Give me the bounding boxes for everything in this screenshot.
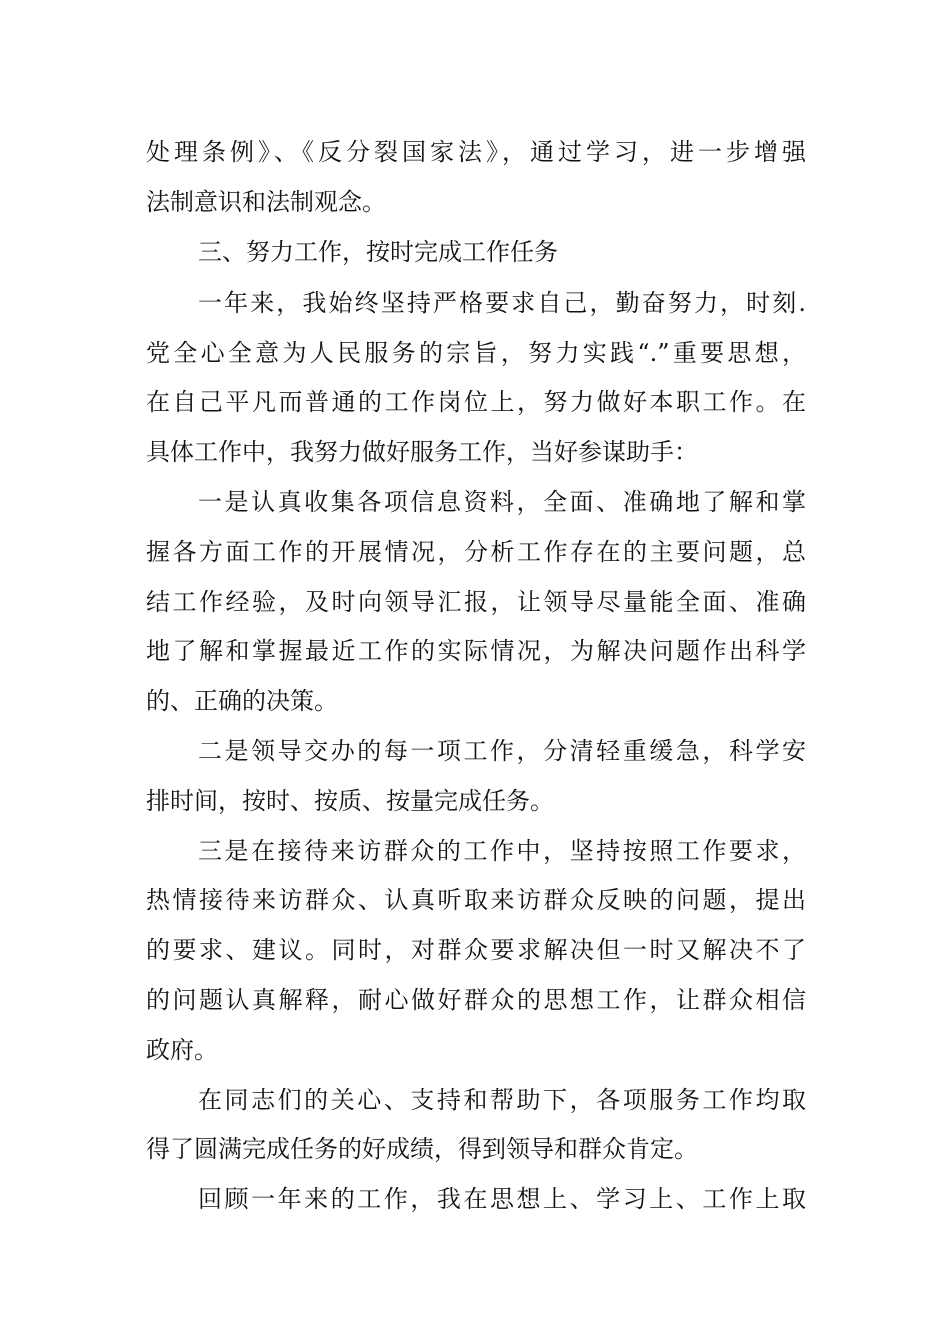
text-line: 结工作经验，及时向领导汇报，让领导尽量能全面、准确	[146, 588, 806, 616]
text-line: 在自己平凡而普通的工作岗位上，努力做好本职工作。在	[146, 388, 806, 416]
text-line: 握各方面工作的开展情况，分析工作存在的主要问题，总	[146, 538, 806, 566]
text-line: 回顾一年来的工作，我在思想上、学习上、工作上取	[198, 1185, 806, 1213]
text-line: 法制意识和法制观念。	[146, 188, 386, 216]
text-line: 排时间，按时、按质、按量完成任务。	[146, 787, 554, 815]
text-line: 二是领导交办的每一项工作，分清轻重缓急，科学安	[198, 737, 806, 765]
text-line: 在同志们的关心、支持和帮助下，各项服务工作均取	[198, 1086, 806, 1114]
text-line: 得了圆满完成任务的好成绩，得到领导和群众肯定。	[146, 1135, 698, 1163]
text-line: 地了解和掌握最近工作的实际情况，为解决问题作出科学	[146, 637, 806, 665]
text-line: 政府。	[146, 1036, 218, 1064]
text-line: 热情接待来访群众、认真听取来访群众反映的问题，提出	[146, 886, 806, 914]
text-line: 一年来，我始终坚持严格要求自己，勤奋努力，时刻.	[198, 289, 806, 317]
text-line: 具体工作中，我努力做好服务工作，当好参谋助手：	[146, 438, 698, 466]
text-line: 三是在接待来访群众的工作中，坚持按照工作要求，	[198, 837, 806, 865]
text-line: 的要求、建议。同时，对群众要求解决但一时又解决不了	[146, 936, 806, 964]
text-line: 党全心全意为人民服务的宗旨，努力实践“.”重要思想，	[146, 339, 806, 367]
text-line: 的问题认真解释，耐心做好群众的思想工作，让群众相信	[146, 986, 806, 1014]
section-heading: 三、努力工作，按时完成工作任务	[198, 238, 558, 266]
text-line: 一是认真收集各项信息资料，全面、准确地了解和掌	[198, 488, 806, 516]
text-line: 处理条例》、《反分裂国家法》，通过学习，进一步增强	[146, 138, 806, 166]
text-line: 的、正确的决策。	[146, 687, 338, 715]
